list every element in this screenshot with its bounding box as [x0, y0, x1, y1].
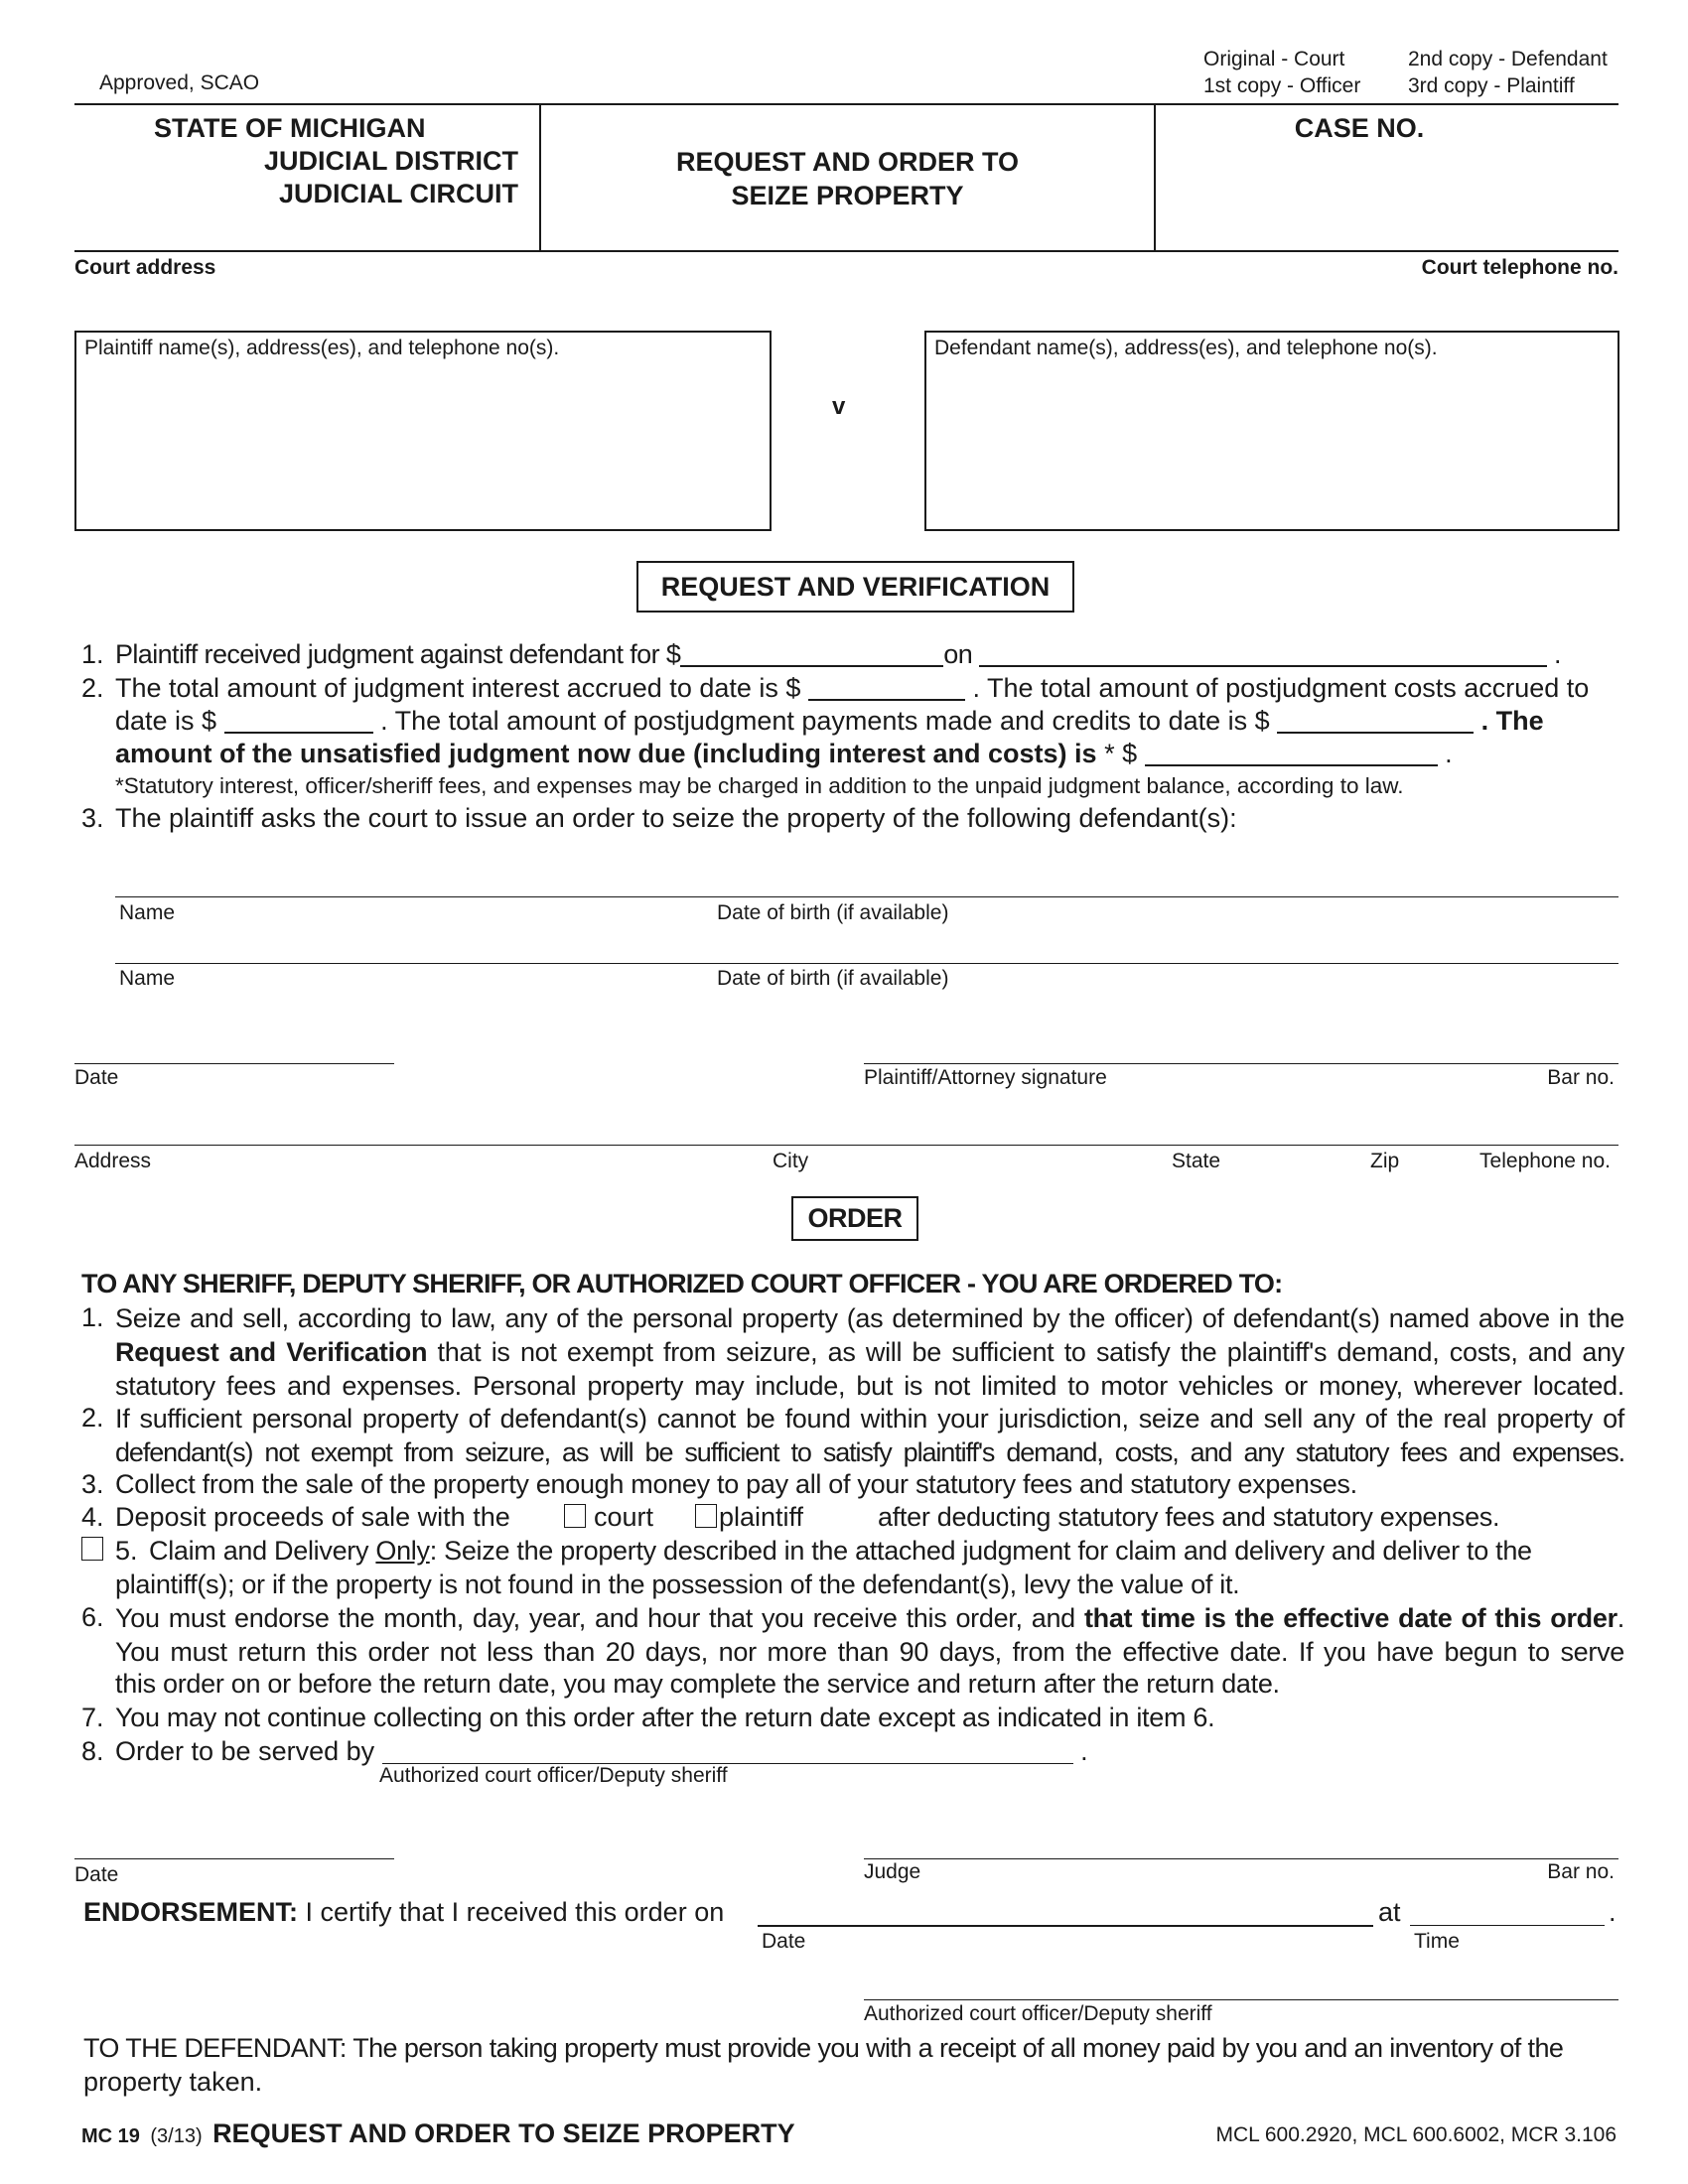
- endorsement: [83, 1897, 724, 1928]
- court-telephone-label: Court telephone no.: [1421, 256, 1618, 279]
- request-date-line[interactable]: [74, 1063, 394, 1064]
- endorsement-period: .: [1609, 1897, 1617, 1927]
- order-item-4-text: Deposit proceeds of sale with the: [115, 1502, 510, 1532]
- order-item-6-text: You must endorse the month, day, year, and hour that you receive this order, and: [115, 1603, 1084, 1633]
- order-number-6-real: 6.: [81, 1602, 104, 1632]
- served-by-field[interactable]: [382, 1739, 1073, 1764]
- only-text: Only: [375, 1536, 430, 1566]
- request-heading: REQUEST AND VERIFICATION: [636, 561, 1074, 613]
- endorsement-time-line[interactable]: [1410, 1925, 1605, 1926]
- order-bar-label: Bar no.: [1547, 1860, 1615, 1883]
- name-label-1: Name: [119, 901, 176, 924]
- order-item-6-period: .: [1617, 1603, 1624, 1633]
- endorsement-date-label: Date: [762, 1930, 806, 1953]
- endorsement-officer-label: Authorized court officer/Deputy sheriff: [864, 2002, 1212, 2025]
- endorsement-label: ENDORSEMENT:: [83, 1897, 299, 1927]
- item2-costs-text: . The total amount of postjudgment costs accrued to: [972, 673, 1590, 703]
- judge-signature-line[interactable]: [864, 1858, 1618, 1859]
- state-field-label: State: [1172, 1150, 1221, 1172]
- item2-interest-text: The total amount of judgment interest accrued to date is $: [115, 673, 801, 703]
- item2-date-text: date is $: [115, 706, 217, 736]
- endorsement-date-line[interactable]: [758, 1925, 1373, 1927]
- address-line[interactable]: [74, 1145, 1618, 1146]
- interest-amount-field[interactable]: [808, 675, 965, 701]
- order-item-1-line1: Seize and sell, according to law, any of the personal property (as determined by the officer) of defendant(s) named above in the: [115, 1303, 1624, 1333]
- order-item-6-line2: You must return this order not less than 20 days, nor more than 90 days, from the effective date. If you have begun to serve: [115, 1637, 1624, 1667]
- order-item-7: You may not continue collecting on this order after the return date except as indicated in item 6.: [115, 1703, 1215, 1732]
- order-item-6-line1: [115, 1602, 1624, 1636]
- case-number-field[interactable]: [1156, 149, 1618, 246]
- endorsement-officer-line[interactable]: [864, 1999, 1618, 2000]
- endorsement-text: I certify that I received this order on: [305, 1897, 725, 1927]
- order-item-1-line3: statutory fees and expenses. Personal property may include, but is not limited to motor vehicles or money, wherever located.: [115, 1371, 1624, 1401]
- address-label: Address: [74, 1150, 152, 1172]
- judge-label: Judge: [864, 1860, 921, 1883]
- order-date-label: Date: [74, 1863, 119, 1886]
- request-verification-ref: Request and Verification: [115, 1337, 428, 1367]
- order-item-3: Collect from the sale of the property enough money to pay all of your statutory fees and statutory expenses.: [115, 1469, 1357, 1499]
- order-date-line[interactable]: [74, 1858, 394, 1859]
- header-bottom-rule: [74, 250, 1618, 252]
- order-item-6-line3: this order on or before the return date, you may complete the service and return after the return date.: [115, 1669, 1280, 1699]
- state-label: STATE OF MICHIGAN: [154, 113, 426, 143]
- request-item-number-2: 2.: [81, 673, 104, 703]
- court-checkbox[interactable]: [564, 1504, 586, 1528]
- form-title-line1: REQUEST AND ORDER TO: [675, 147, 1020, 177]
- zip-label: Zip: [1370, 1150, 1400, 1172]
- request-date-label: Date: [74, 1066, 119, 1089]
- footer-title: REQUEST AND ORDER TO SEIZE PROPERTY: [212, 2118, 795, 2148]
- order-heading: ORDER: [791, 1196, 918, 1241]
- payments-amount-field[interactable]: [1277, 708, 1474, 734]
- effective-date-text: that time is the effective date of this order: [1083, 1603, 1618, 1633]
- plaintiff-option-label: plaintiff: [719, 1502, 804, 1532]
- footer-form-id: [81, 2118, 795, 2149]
- order-number-1: 1.: [81, 1302, 104, 1332]
- footer-citations: MCL 600.2920, MCL 600.6002, MCR 3.106: [1215, 2123, 1617, 2146]
- versus-label: v: [832, 393, 846, 420]
- form-title-line2: SEIZE PROPERTY: [731, 181, 964, 210]
- order-item-1-line2-text: that is not exempt from seizure, as will be sufficient to satisfy the plaintiff's demand, costs, and any: [427, 1337, 1624, 1367]
- request-item-number-1: 1.: [81, 639, 104, 669]
- dob-label-2: Date of birth (if available): [717, 967, 949, 990]
- served-by-text: Order to be served by: [115, 1736, 375, 1766]
- defendant-notice-line2: property taken.: [83, 2067, 263, 2097]
- district-label: JUDICIAL DISTRICT: [263, 146, 518, 176]
- endorsement-at: at: [1378, 1897, 1401, 1927]
- header-top-rule: [74, 103, 1618, 105]
- court-address-label: Court address: [74, 256, 216, 279]
- unsatisfied-judgment-text: amount of the unsatisfied judgment now due (including interest and costs) is: [115, 739, 1097, 768]
- order-item-8: Order to be served by .: [115, 1736, 1088, 1766]
- signature-line[interactable]: [864, 1063, 1618, 1064]
- order-number-5: 5.: [115, 1536, 138, 1566]
- judgment-date-field[interactable]: [979, 641, 1547, 667]
- judgment-amount-field[interactable]: [680, 641, 943, 667]
- order-number-3: 3.: [81, 1469, 104, 1499]
- defendant-name-line-1[interactable]: [115, 896, 1618, 897]
- unsatisfied-dollar-text: * $: [1104, 739, 1138, 768]
- form-revision: (3/13): [150, 2125, 203, 2147]
- order-item-5-line1: [149, 1536, 1532, 1567]
- order-number-8: 8.: [81, 1736, 104, 1766]
- claim-delivery-text: Claim and Delivery: [149, 1536, 369, 1566]
- item2-the-text: . The: [1480, 706, 1544, 736]
- defendant-box[interactable]: [924, 331, 1619, 531]
- approval-note: Approved, SCAO: [99, 71, 260, 94]
- form-number: MC 19: [81, 2125, 140, 2147]
- order-number-7: 7.: [81, 1703, 104, 1732]
- endorsement-time-label: Time: [1414, 1930, 1460, 1953]
- item1-on: on: [943, 639, 973, 669]
- order-item-2-line1: If sufficient personal property of defendant(s) cannot be found within your jurisdiction, seize and sell any of the real property of: [115, 1404, 1624, 1433]
- item2-payments-text: . The total amount of postjudgment payments made and credits to date is $: [380, 706, 1270, 736]
- dob-label-1: Date of birth (if available): [717, 901, 949, 924]
- order-number-2: 2.: [81, 1403, 104, 1433]
- order-item-5-line2-text: plaintiff(s); or if the property is not found in the possession of the defendant(s), levy the value of it.: [115, 1570, 1240, 1599]
- statutory-note: *Statutory interest, officer/sheriff fees, and expenses may be charged in addition to the unpaid judgment balance, according to law.: [115, 773, 1404, 798]
- court-option-label: court: [594, 1502, 654, 1532]
- signature-label: Plaintiff/Attorney signature: [864, 1066, 1107, 1089]
- order-item-1-line2: [115, 1336, 1624, 1370]
- item1-text: Plaintiff received judgment against defendant for $: [115, 639, 681, 669]
- name-label-2: Name: [119, 967, 176, 990]
- served-by-label: Authorized court officer/Deputy sheriff: [379, 1764, 728, 1787]
- copy-original: Original - Court: [1203, 48, 1345, 70]
- order-item-5-text: : Seize the property described in the attached judgment for claim and delivery and deliver to the: [429, 1536, 1532, 1566]
- order-intro: TO ANY SHERIFF, DEPUTY SHERIFF, OR AUTHORIZED COURT OFFICER - YOU ARE ORDERED TO:: [81, 1269, 1283, 1298]
- order-item-4-end: after deducting statutory fees and statutory expenses.: [878, 1502, 1500, 1532]
- request-item-2-line1: [115, 673, 1589, 704]
- circuit-label: JUDICIAL CIRCUIT: [278, 179, 518, 208]
- copy-third: 3rd copy - Plaintiff: [1408, 74, 1575, 97]
- costs-amount-field[interactable]: [224, 708, 373, 734]
- copy-second: 2nd copy - Defendant: [1408, 48, 1608, 70]
- defendant-label: Defendant name(s), address(es), and telephone no(s).: [934, 337, 1438, 359]
- order-item-2-line2: defendant(s) not exempt from seizure, as will be sufficient to satisfy plaintiff's demand, costs, and any statutory fees and expenses.: [115, 1437, 1624, 1467]
- copy-first: 1st copy - Officer: [1203, 74, 1361, 97]
- plaintiff-box[interactable]: [74, 331, 772, 531]
- plaintiff-checkbox[interactable]: [695, 1504, 717, 1528]
- order-item-4: [115, 1502, 510, 1533]
- request-item-2-line2: [115, 706, 1544, 737]
- defendant-name-line-2[interactable]: [115, 963, 1618, 964]
- defendant-notice-line1: TO THE DEFENDANT: The person taking property must provide you with a receipt of all money paid by you and an inventory of the: [83, 2033, 1564, 2063]
- request-bar-label: Bar no.: [1547, 1066, 1615, 1089]
- claim-delivery-checkbox[interactable]: [81, 1537, 103, 1561]
- plaintiff-label: Plaintiff name(s), address(es), and telephone no(s).: [84, 337, 560, 359]
- telephone-label: Telephone no.: [1479, 1150, 1611, 1172]
- case-number-label: CASE NO.: [1294, 113, 1425, 143]
- request-item-3: The plaintiff asks the court to issue an order to seize the property of the following defendant(s):: [115, 803, 1237, 833]
- request-item-1: Plaintiff received judgment against defendant for $ on .: [115, 639, 1561, 669]
- unsatisfied-amount-field[interactable]: [1145, 741, 1438, 766]
- request-item-2-line3: amount of the unsatisfied judgment now due (including interest and costs) is * $ .: [115, 739, 1453, 768]
- order-number-4: 4.: [81, 1502, 104, 1532]
- request-item-number-3: 3.: [81, 803, 104, 833]
- city-label: City: [773, 1150, 809, 1172]
